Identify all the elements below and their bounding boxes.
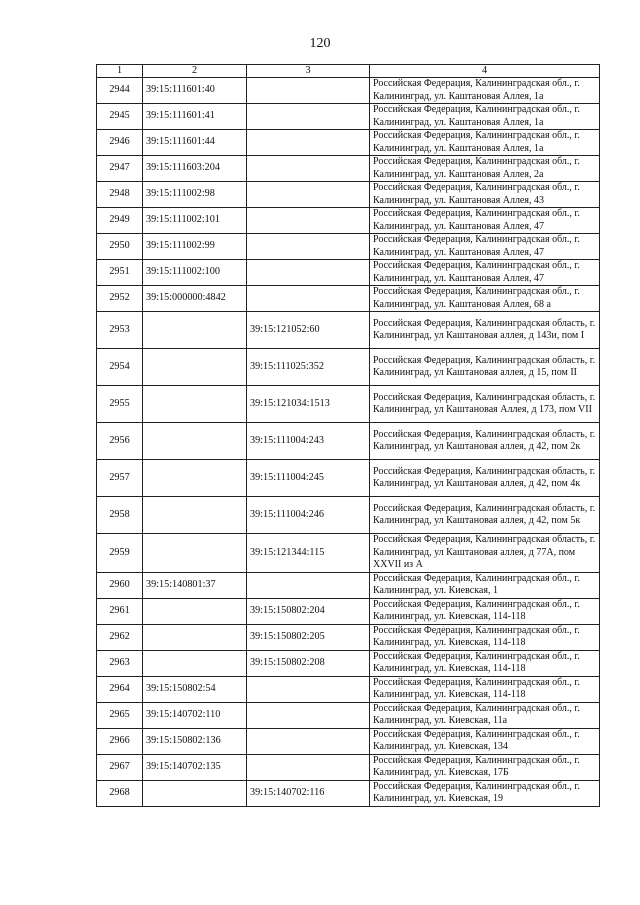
cadastral-number-premises (247, 78, 370, 104)
row-number: 2962 (97, 624, 143, 650)
address-cell: Российская Федерация, Калининградская обл., г. Калининград, ул. Каштановая Аллея, 1а (370, 104, 600, 130)
address-cell: Российская Федерация, Калининградская обл., г. Калининград, ул. Каштановая Аллея, 68 а (370, 286, 600, 312)
table-row (97, 624, 600, 650)
cadastral-number-premises (247, 156, 370, 182)
address-cell: Российская Федерация, Калининградская обл., г. Калининград, ул. Каштановая Аллея, 1а (370, 130, 600, 156)
row-number: 2947 (97, 156, 143, 182)
table-header-row (97, 65, 600, 78)
table-row (97, 754, 600, 780)
column-header: 2 (143, 65, 247, 78)
row-number: 2949 (97, 208, 143, 234)
cadastral-number-land: 39:15:111002:99 (143, 234, 247, 260)
address-cell: Российская Федерация, Калининградская обл., г. Калининград, ул. Каштановая Аллея, 2а (370, 156, 600, 182)
row-number: 2965 (97, 702, 143, 728)
row-number: 2957 (97, 460, 143, 497)
row-number: 2948 (97, 182, 143, 208)
table-row (97, 130, 600, 156)
address-cell: Российская Федерация, Калининградская обл., г. Калининград, ул. Каштановая Аллея, 47 (370, 208, 600, 234)
cadastral-number-premises (247, 104, 370, 130)
table-row (97, 598, 600, 624)
row-number: 2968 (97, 780, 143, 806)
cadastral-number-land (143, 349, 247, 386)
address-cell: Российская Федерация, Калининградская обл., г. Калининград, ул. Киевская, 134 (370, 728, 600, 754)
cadastral-number-premises: 39:15:121344:115 (247, 534, 370, 573)
table-row (97, 780, 600, 806)
address-cell: Российская Федерация, Калининградская область, г. Калининград, ул Каштановая аллея, д 42, пом 4к (370, 460, 600, 497)
address-cell: Российская Федерация, Калининградская обл., г. Калининград, ул. Киевская, 19 (370, 780, 600, 806)
table-row (97, 349, 600, 386)
address-cell: Российская Федерация, Калининградская обл., г. Калининград, ул. Киевская, 114-118 (370, 650, 600, 676)
table-row (97, 386, 600, 423)
cadastral-number-premises: 39:15:111025:352 (247, 349, 370, 386)
cadastral-number-land (143, 423, 247, 460)
address-cell: Российская Федерация, Калининградская обл., г. Калининград, ул. Киевская, 114-118 (370, 624, 600, 650)
cadastral-number-land: 39:15:111601:40 (143, 78, 247, 104)
address-cell: Российская Федерация, Калининградская обл., г. Калининград, ул. Каштановая Аллея, 1а (370, 78, 600, 104)
column-header: 4 (370, 65, 600, 78)
cadastral-number-premises: 39:15:150802:204 (247, 598, 370, 624)
cadastral-number-land (143, 598, 247, 624)
row-number: 2950 (97, 234, 143, 260)
cadastral-number-land (143, 312, 247, 349)
row-number: 2964 (97, 676, 143, 702)
cadastral-number-premises (247, 676, 370, 702)
cadastral-number-land (143, 624, 247, 650)
table-row (97, 104, 600, 130)
address-cell: Российская Федерация, Калининградская обл., г. Калининград, ул. Киевская, 17Б (370, 754, 600, 780)
address-cell: Российская Федерация, Калининградская область, г. Калининград, ул Каштановая аллея, д 42, пом 5к (370, 497, 600, 534)
cadastral-number-premises: 39:15:111004:246 (247, 497, 370, 534)
table-body (97, 78, 600, 807)
table-row (97, 286, 600, 312)
cadastral-number-land: 39:15:150802:54 (143, 676, 247, 702)
cadastral-number-land: 39:15:140702:110 (143, 702, 247, 728)
table-row (97, 676, 600, 702)
page-number: 120 (309, 36, 331, 51)
cadastral-number-premises (247, 208, 370, 234)
row-number: 2945 (97, 104, 143, 130)
table-row (97, 234, 600, 260)
address-cell: Российская Федерация, Калининградская область, г. Калининград, ул Каштановая аллея, д 15, пом II (370, 349, 600, 386)
cadastral-number-land (143, 534, 247, 573)
address-cell: Российская Федерация, Калининградская область, г. Калининград, ул Каштановая аллея, д 143и, пом I (370, 312, 600, 349)
cadastral-number-land (143, 386, 247, 423)
table-row (97, 156, 600, 182)
row-number: 2963 (97, 650, 143, 676)
table-row (97, 572, 600, 598)
cadastral-number-land (143, 780, 247, 806)
row-number: 2953 (97, 312, 143, 349)
cadastral-number-premises: 39:15:121052:60 (247, 312, 370, 349)
table-row (97, 312, 600, 349)
table-row (97, 650, 600, 676)
address-cell: Российская Федерация, Калининградская обл., г. Калининград, ул. Киевская, 114-118 (370, 598, 600, 624)
table-row (97, 423, 600, 460)
table-row (97, 534, 600, 573)
column-header: 3 (247, 65, 370, 78)
registry-table (96, 64, 600, 807)
cadastral-number-land (143, 497, 247, 534)
row-number: 2967 (97, 754, 143, 780)
row-number: 2955 (97, 386, 143, 423)
row-number: 2946 (97, 130, 143, 156)
cadastral-number-land: 39:15:111002:98 (143, 182, 247, 208)
cadastral-number-premises: 39:15:140702:116 (247, 780, 370, 806)
row-number: 2966 (97, 728, 143, 754)
row-number: 2961 (97, 598, 143, 624)
cadastral-number-premises (247, 702, 370, 728)
cadastral-number-premises (247, 572, 370, 598)
cadastral-number-land: 39:15:140702:135 (143, 754, 247, 780)
row-number: 2959 (97, 534, 143, 573)
row-number: 2952 (97, 286, 143, 312)
address-cell: Российская Федерация, Калининградская обл., г. Калининград, ул. Каштановая Аллея, 47 (370, 234, 600, 260)
table-row (97, 260, 600, 286)
address-cell: Российская Федерация, Калининградская обл., г. Калининград, ул. Каштановая Аллея, 43 (370, 182, 600, 208)
address-cell: Российская Федерация, Калининградская обл., г. Калининград, ул. Киевская, 114-118 (370, 676, 600, 702)
table-row (97, 728, 600, 754)
address-cell: Российская Федерация, Калининградская область, г. Калининград, ул Каштановая аллея, д 77А, пом XXVII из А (370, 534, 600, 573)
row-number: 2960 (97, 572, 143, 598)
cadastral-number-premises (247, 286, 370, 312)
cadastral-number-premises: 39:15:150802:205 (247, 624, 370, 650)
cadastral-number-land: 39:15:111603:204 (143, 156, 247, 182)
cadastral-number-premises (247, 234, 370, 260)
cadastral-number-land: 39:15:140801:37 (143, 572, 247, 598)
cadastral-number-premises: 39:15:150802:208 (247, 650, 370, 676)
cadastral-number-premises (247, 182, 370, 208)
cadastral-number-premises (247, 130, 370, 156)
cadastral-number-premises (247, 754, 370, 780)
table-row (97, 182, 600, 208)
row-number: 2951 (97, 260, 143, 286)
cadastral-number-land: 39:15:000000:4842 (143, 286, 247, 312)
cadastral-number-land: 39:15:111002:101 (143, 208, 247, 234)
cadastral-number-premises: 39:15:111004:245 (247, 460, 370, 497)
address-cell: Российская Федерация, Калининградская обл., г. Калининград, ул. Киевская, 1 (370, 572, 600, 598)
cadastral-number-land: 39:15:111002:100 (143, 260, 247, 286)
cadastral-number-land (143, 650, 247, 676)
row-number: 2958 (97, 497, 143, 534)
table-row (97, 208, 600, 234)
cadastral-number-land: 39:15:111601:41 (143, 104, 247, 130)
cadastral-number-land: 39:15:111601:44 (143, 130, 247, 156)
cadastral-number-premises (247, 728, 370, 754)
cadastral-number-land: 39:15:150802:136 (143, 728, 247, 754)
row-number: 2954 (97, 349, 143, 386)
address-cell: Российская Федерация, Калининградская область, г. Калининград, ул Каштановая Аллея, д 173, пом VII (370, 386, 600, 423)
address-cell: Российская Федерация, Калининградская область, г. Калининград, ул Каштановая аллея, д 42, пом 2к (370, 423, 600, 460)
address-cell: Российская Федерация, Калининградская обл., г. Калининград, ул. Каштановая Аллея, 47 (370, 260, 600, 286)
cadastral-number-premises: 39:15:111004:243 (247, 423, 370, 460)
table-row (97, 78, 600, 104)
table-row (97, 460, 600, 497)
cadastral-number-premises: 39:15:121034:1513 (247, 386, 370, 423)
table-row (97, 497, 600, 534)
cadastral-number-land (143, 460, 247, 497)
row-number: 2956 (97, 423, 143, 460)
address-cell: Российская Федерация, Калининградская обл., г. Калининград, ул. Киевская, 11а (370, 702, 600, 728)
cadastral-number-premises (247, 260, 370, 286)
table-row (97, 702, 600, 728)
row-number: 2944 (97, 78, 143, 104)
column-header: 1 (97, 65, 143, 78)
